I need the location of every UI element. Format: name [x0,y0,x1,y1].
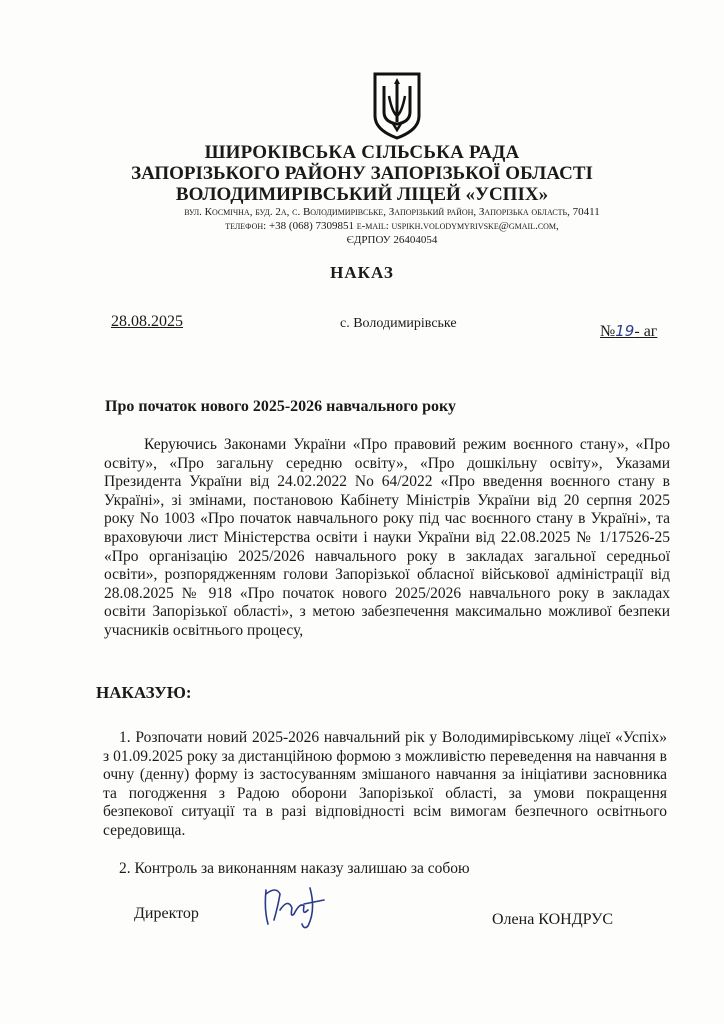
district-name: ЗАПОРІЗЬКОГО РАЙОНУ ЗАПОРІЗЬКОЇ ОБЛАСТІ [131,163,593,184]
order-date: 28.08.2025 [111,313,183,330]
order-subject: Про початок нового 2025-2026 навчального року [105,398,456,415]
number-suffix: - аг [634,323,658,340]
address-line: вул. Космічна, буд. 2а, с. Володимирівське, Запорізький район, Запорізька область, 70411 [184,206,600,218]
number-prefix: № [600,323,616,340]
director-label: Директор [134,905,199,922]
council-name: ШИРОКІВСЬКА СІЛЬСЬКА РАДА [204,142,520,163]
number-handwritten: 19 [615,322,635,340]
order-place: с. Володимирівське [340,316,457,331]
order-item-2: 2. Контроль за виконанням наказу залишаю за собою [119,860,470,877]
signer-name: Олена КОНДРУС [492,911,614,928]
order-heading: НАКАЗУЮ: [96,683,192,702]
contacts-line: телефон: +38 (068) 7309851 e-mail: uspikh.volodymyrivske@gmail.com, [225,220,559,232]
trident-emblem-icon [372,72,422,140]
edrpou-line: ЄДРПОУ 26404054 [346,234,438,246]
school-name: ВОЛОДИМИРІВСЬКИЙ ЛІЦЕЙ «УСПІХ» [175,184,549,205]
preamble-paragraph: Керуючись Законами України «Про правовий режим воєнного стану», «Про освіту», «Про загальну середню освіту», «Про дошкільну освіту», Указами Президента України від 24.02.2022 No 64/2022 «Про введення воєнного стану в Україні», зі змінами, постановою Кабінету Міністрів України від 20 серпня 2025 року No 1003 «Про початок навчального року під час воєнного стану в Україні», та враховуючи лист Міністерства освіти і науки України від 22.08.2025 № 1/17526-25 «Про організацію 2025/2026 навчального року в закладах загальної середньої освіти», розпорядженням голови Запорізької обласної військової адміністрації від 28.08.2025 № 918 «Про початок нового 2025/2026 навчального року в закладах освіти Запорізької області», з метою забезпечення максимально можливої безпеки учасників освітнього процесу, [104,436,670,639]
order-number [600,322,657,341]
document-title: НАКАЗ [330,263,394,282]
signature-icon [258,880,328,930]
order-item-1: 1. Розпочати новий 2025-2026 навчальний рік у Володимирівському ліцеї «Успіх» з 01.09.2025 року за дистанційною формою з можливістю переведення на навчання в очну (денну) форму із застосуванням змішаного навчання за ініціативи засновника та погодження з Радою оборони Запорізької області, за умови покращення безпекової ситуації та в разі відповідності всім вимогам безпечного освітнього середовища. [103,729,667,839]
